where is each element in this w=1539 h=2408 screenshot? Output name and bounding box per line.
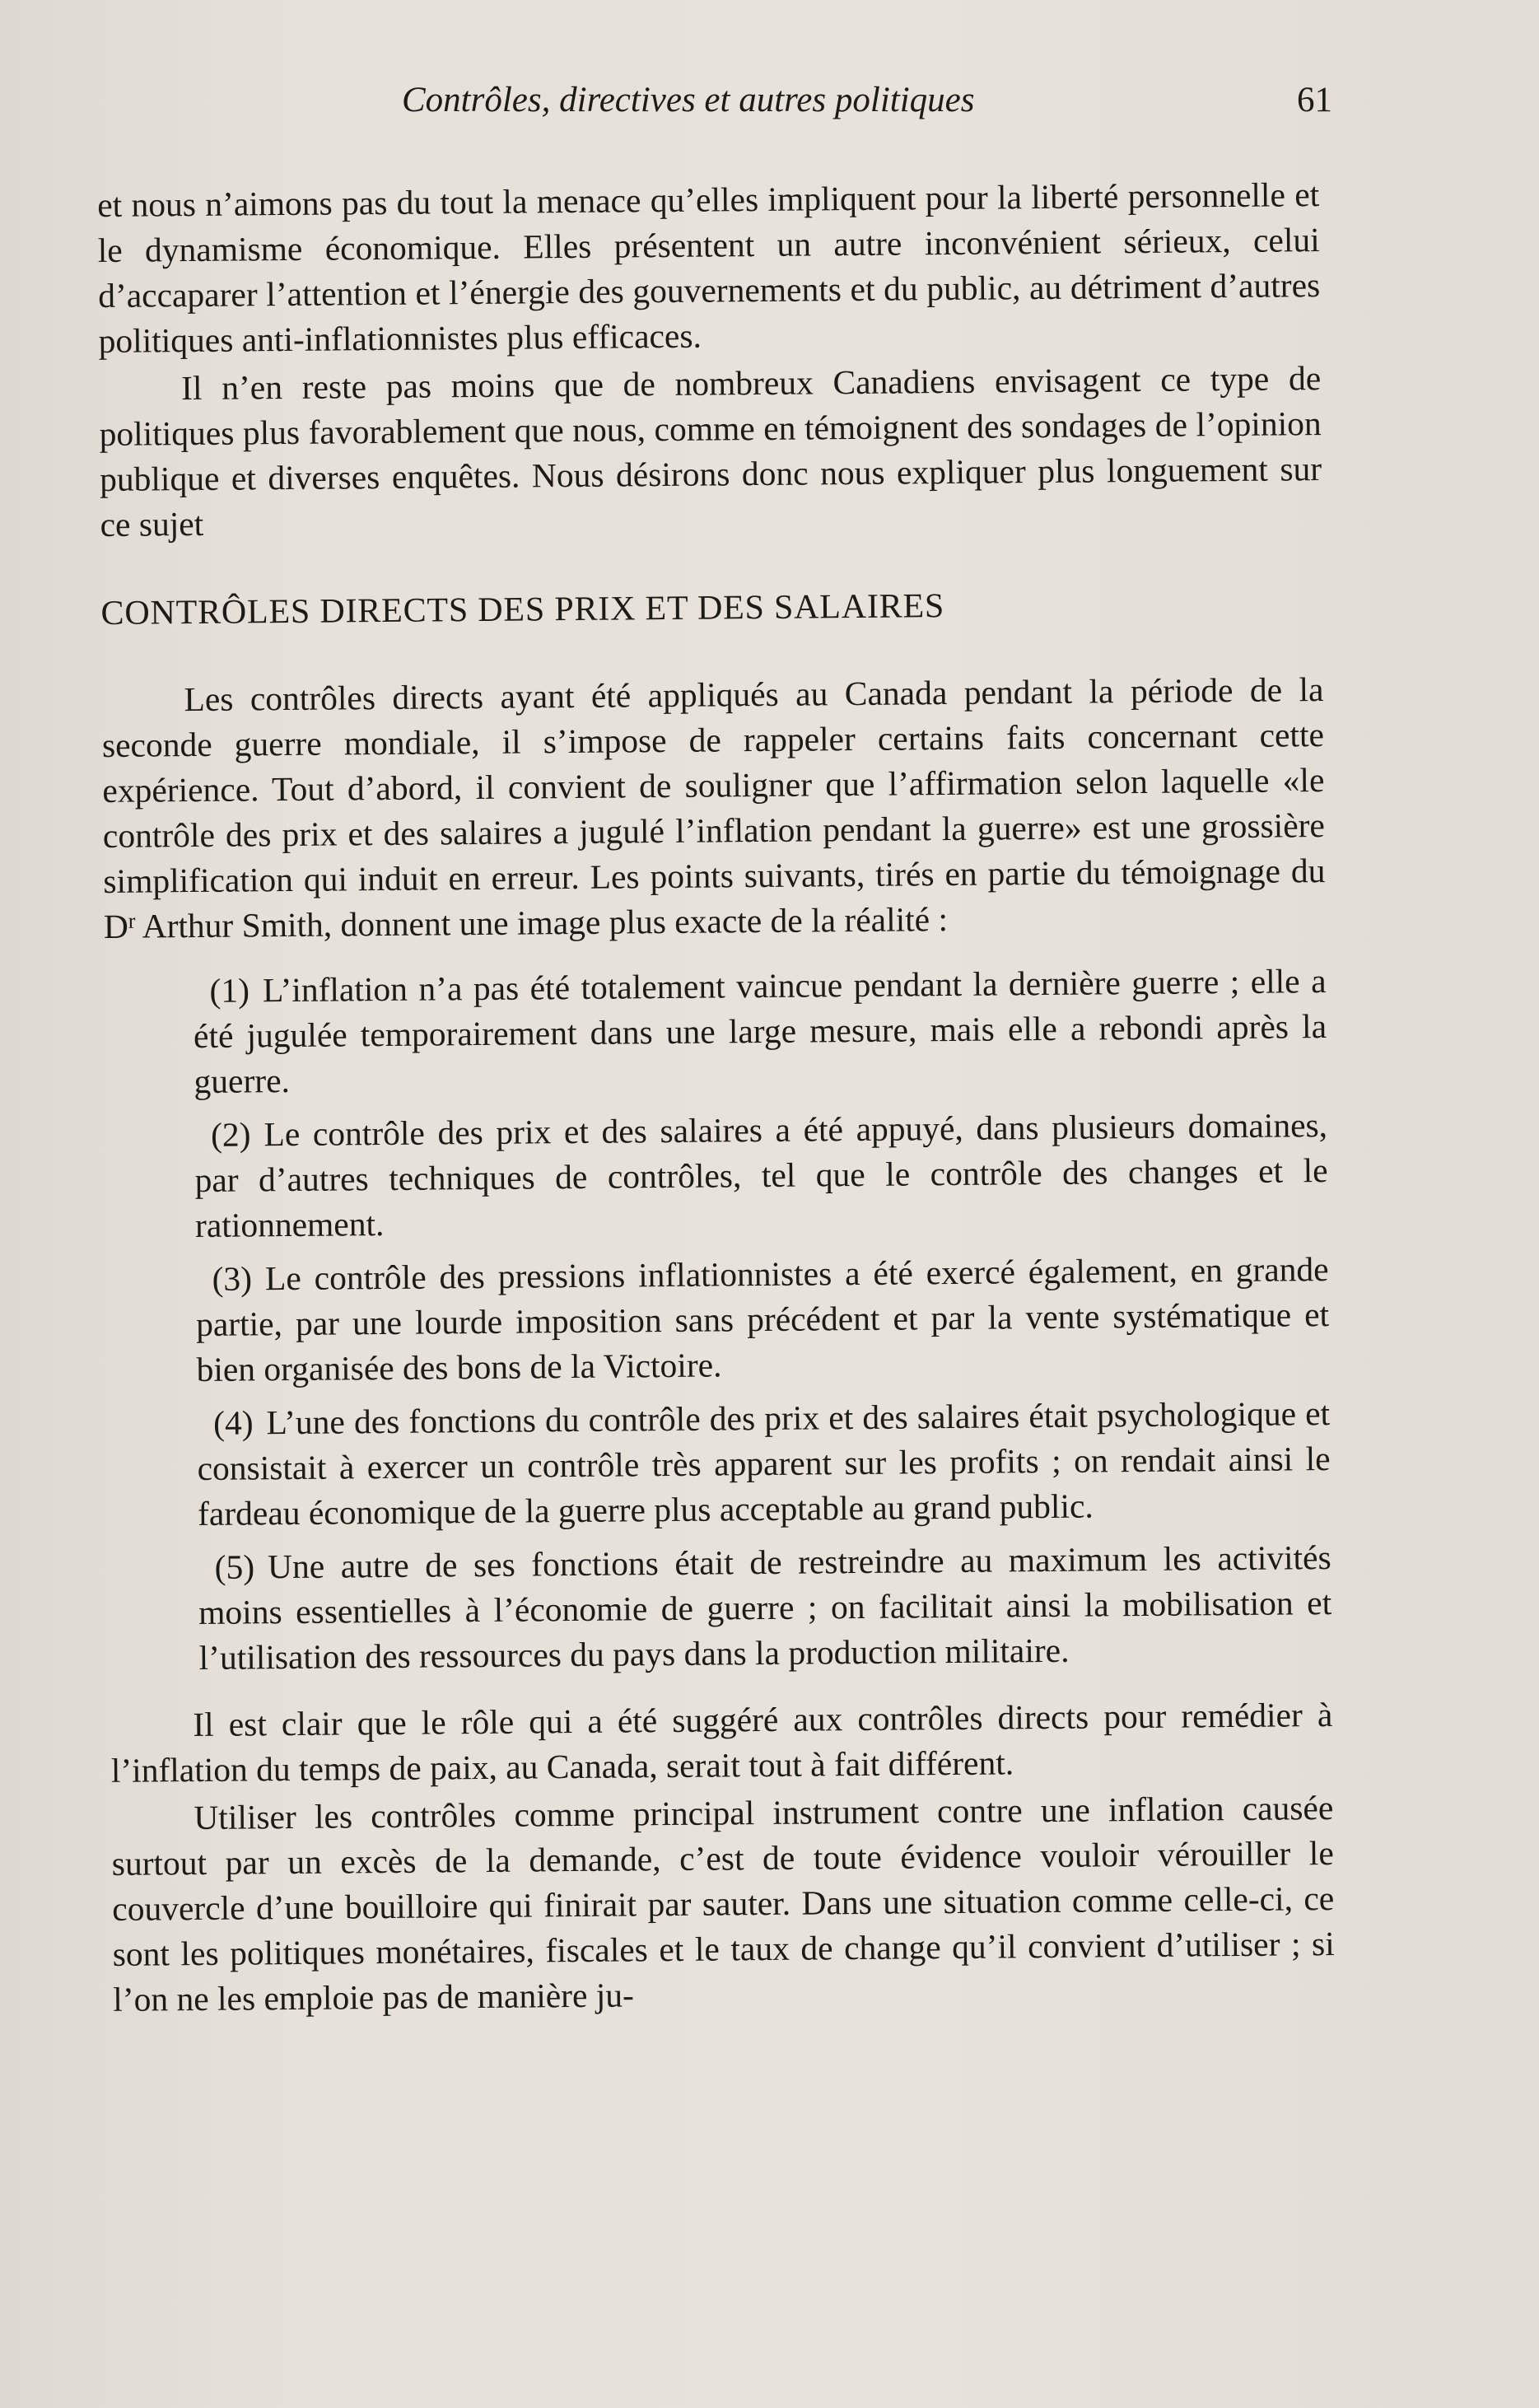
page-header [402, 76, 1332, 125]
numbered-points-list [104, 959, 1331, 1682]
intro-text-part-2: Arthur Smith, donnent une image plus exacte de la réalité : [135, 900, 949, 945]
list-item-text: L’inflation n’a pas été totalement vaincue pendant la dernière guerre ; elle a été jugulée temporairement dans une large mesure, mais elle a rebondi après la guerre. [193, 962, 1327, 1101]
list-item [198, 1535, 1331, 1681]
list-item-text: Le contrôle des pressions inflationnistes a été exercé également, en grande partie, par une lourde imposition sans précédent et par la vente systématique et bien organisée des bons de la Victoire. [195, 1250, 1330, 1389]
list-item-number: (3) [212, 1259, 253, 1298]
list-item-number: (5) [214, 1547, 255, 1586]
list-item-text: Une autre de ses fonctions était de restreindre au maximum les activités moins essentielles à l’économie de guerre ; on facilitait ainsi la mobilisation et l’utilisation des ressources du pays dans la production militaire. [198, 1538, 1332, 1677]
body-text [97, 172, 1335, 2025]
list-item-text: Le contrôle des prix et des salaires a été appuyé, dans plusieurs domaines, par d’autres techniques de contrôles, tel que le contrôle des changes et le rationnement. [194, 1106, 1328, 1245]
paragraph-canadians-opinion: Il n’en reste pas moins que de nombreux Canadiens envisagent ce type de politiques plus favorablement que nous, comme en témoignent des sondages de l’opinion publique et diverses enquêtes. Nous désirons donc nous expliquer plus longuement sur ce sujet [99, 359, 1322, 544]
section-heading: CONTRÔLES DIRECTS DES PRIX ET DES SALAIRES [100, 587, 945, 632]
list-item-text: L’une des fonctions du contrôle des prix et des salaires était psychologique et consistait à exercer un contrôle très apparent sur les profits ; on rendait ainsi le fardeau économique de la guerre plus acceptable au grand public. [197, 1393, 1331, 1533]
paragraph-section-intro [101, 667, 1326, 950]
list-item-number: (2) [210, 1115, 251, 1154]
list-item [197, 1391, 1331, 1537]
running-title: Contrôles, directives et autres politiques [402, 81, 975, 119]
doctor-title-superscript: r [128, 908, 136, 933]
list-item [195, 1247, 1329, 1393]
intro-text-part-1: Les contrôles directs ayant été appliqués au Canada pendant la période de la seconde guerre mondiale, il s’impose de rappeler certains faits concernant cette expérience. Tout d’abord, il convient de souligner que l’affirmation selon laquelle «le contrôle des prix et des salaires a jugulé l’inflation pendant la guerre» est une grossière simplification qui induit en erreur. Les points suivants, tirés en partie du témoignage du D [101, 670, 1326, 945]
list-item-number: (4) [212, 1403, 254, 1442]
list-item [194, 1103, 1328, 1248]
paragraph-kettle-analogy: Utiliser les contrôles comme principal instrument contre une inflation causée surtout par un excès de la demande, c’est de toute évidence vouloir vérouiller le couvercle d’une bouilloire qui finirait par sauter. Dans une situation comme celle-ci, ce sont les politiques monétaires, fiscales et le taux de change qu’il convient d’utiliser ; si l’on ne les emploie pas de manière ju- [111, 1788, 1335, 2018]
page-number: 61 [1297, 81, 1332, 119]
paragraph-continuation: et nous n’aimons pas du tout la menace qu’elles impliquent pour la liberté personnelle et le dynamisme économique. Elles présentent un autre inconvénient sérieux, celui d’accaparer l’attention et l’énergie des gouvernements et du public, au détriment d’autres politiques anti-inflationnistes plus efficaces. [97, 175, 1321, 360]
list-item-number: (1) [209, 971, 250, 1010]
list-item [193, 959, 1327, 1104]
paragraph-peacetime-role: Il est clair que le rôle qui a été suggéré aux contrôles directs pour remédier à l’inflation du temps de paix, au Canada, serait tout à fait différent. [110, 1695, 1333, 1790]
